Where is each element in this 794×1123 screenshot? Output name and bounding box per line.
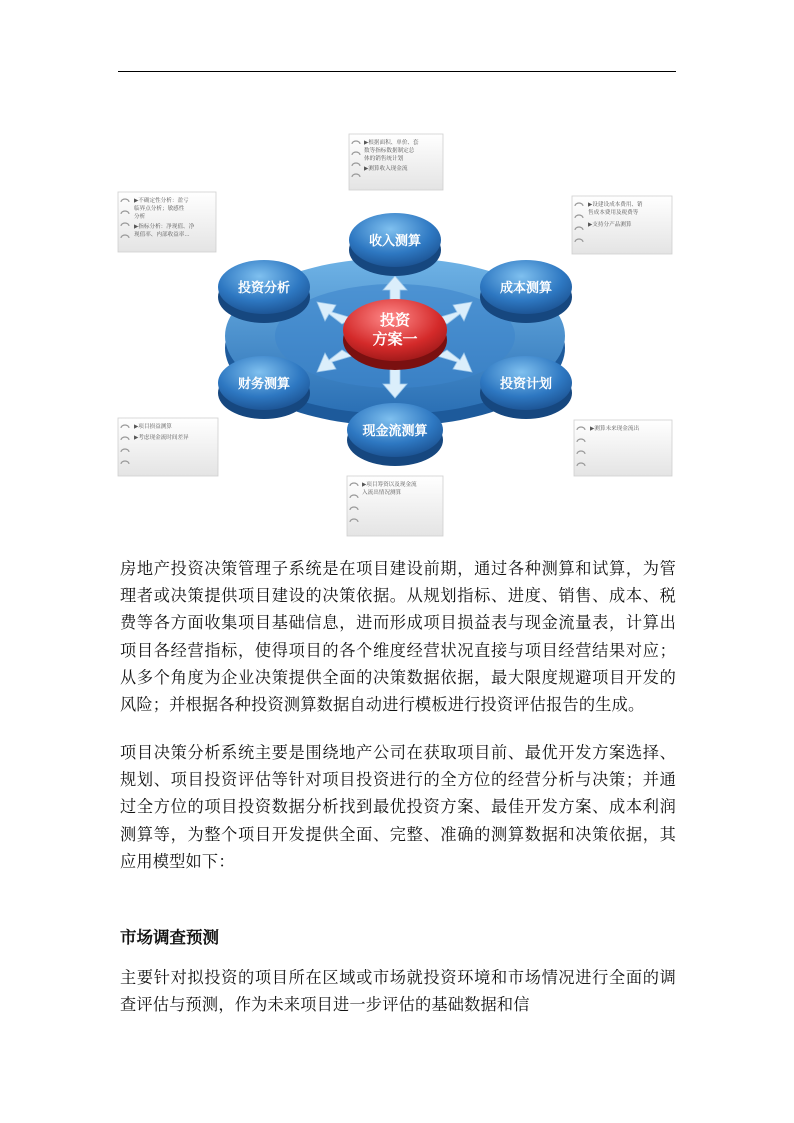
svg-text:▶不确定性分析：盈亏: ▶不确定性分析：盈亏 — [134, 198, 189, 204]
svg-text:▶指标分析：净现值、净: ▶指标分析：净现值、净 — [134, 224, 195, 230]
svg-text:数等指标数据制定总: 数等指标数据制定总 — [364, 148, 415, 154]
svg-text:成本测算: 成本测算 — [499, 281, 553, 296]
svg-text:方案一: 方案一 — [372, 330, 418, 348]
node-cashflow — [347, 403, 443, 466]
svg-text:分析: 分析 — [134, 214, 146, 220]
svg-text:投资计划: 投资计划 — [499, 377, 553, 392]
svg-text:投资: 投资 — [379, 311, 411, 329]
svg-text:售成本费用及税费等: 售成本费用及税费等 — [588, 210, 639, 216]
svg-text:投资分析: 投资分析 — [237, 281, 291, 296]
svg-text:体的销售统计划: 体的销售统计划 — [364, 156, 404, 162]
note-plan — [574, 420, 672, 476]
note-finance — [118, 418, 218, 476]
svg-text:现值率、内部收益率...: 现值率、内部收益率... — [134, 232, 190, 238]
center-node — [343, 299, 447, 370]
svg-text:▶项目损益测算: ▶项目损益测算 — [134, 424, 172, 430]
note-analysis — [118, 192, 216, 252]
svg-text:▶项目筹资以及现金流: ▶项目筹资以及现金流 — [362, 482, 417, 488]
node-cost — [480, 260, 572, 323]
section-title: 市场调查预测 — [120, 928, 219, 947]
node-analysis — [218, 260, 310, 323]
node-plan — [480, 356, 572, 419]
svg-text:▶根据面积、单价、套: ▶根据面积、单价、套 — [364, 140, 419, 146]
investment-decision-diagram — [112, 130, 678, 540]
svg-text:收入测算: 收入测算 — [368, 234, 422, 249]
svg-text:▶设建设成本费用、销: ▶设建设成本费用、销 — [588, 202, 643, 208]
paragraph-market: 主要针对拟投资的项目所在区域或市场就投资环境和市场情况进行全面的调查评估与预测，作为未来项目进一步评估的基础数据和信 — [120, 968, 676, 1015]
paragraph-intro: 房地产投资决策管理子系统是在项目建设前期，通过各种测算和试算，为管理者或决策提供项目建设的决策依据。从规划指标、进度、销售、成本、税费等各方面收集项目基础信息，进而形成项目损益表与现金流量表，计算出项目各经营指标，使得项目的各个维度经营状况直接与项目经营结果对应；从多个角度为企业决策提供全面的决策数据依据，最大限度规避项目开发的风险；并根据各种投资测算数据自动进行模板进行投资评估报告的生成。 — [120, 559, 676, 715]
header-rule — [118, 71, 676, 72]
paragraph-model: 项目决策分析系统主要是围绕地产公司在获取项目前、最优开发方案选择、规划、项目投资评估等针对项目投资进行的全方位的经营分析与决策；并通过全方位的项目投资数据分析找到最优投资方案、最佳开发方案、成本利润测算等，为整个项目开发提供全面、完整、准确的测算数据和决策依据，其应用模型如下： — [120, 743, 676, 871]
svg-text:财务测算: 财务测算 — [237, 377, 291, 392]
note-cost — [572, 196, 672, 254]
svg-text:▶测算未来现金流出: ▶测算未来现金流出 — [590, 426, 640, 432]
note-income — [349, 134, 443, 190]
note-cashflow — [347, 476, 443, 536]
svg-text:▶测算收入现金流: ▶测算收入现金流 — [364, 166, 408, 172]
svg-text:临界点分析；敏感性: 临界点分析；敏感性 — [134, 206, 185, 212]
svg-text:现金流测算: 现金流测算 — [362, 424, 428, 439]
node-income — [349, 213, 441, 276]
node-finance — [218, 356, 310, 419]
svg-text:▶支持分产品测算: ▶支持分产品测算 — [588, 222, 632, 228]
svg-text:入流出情况测算: 入流出情况测算 — [362, 490, 402, 496]
svg-text:▶考虑现金流时间差异: ▶考虑现金流时间差异 — [134, 435, 189, 441]
